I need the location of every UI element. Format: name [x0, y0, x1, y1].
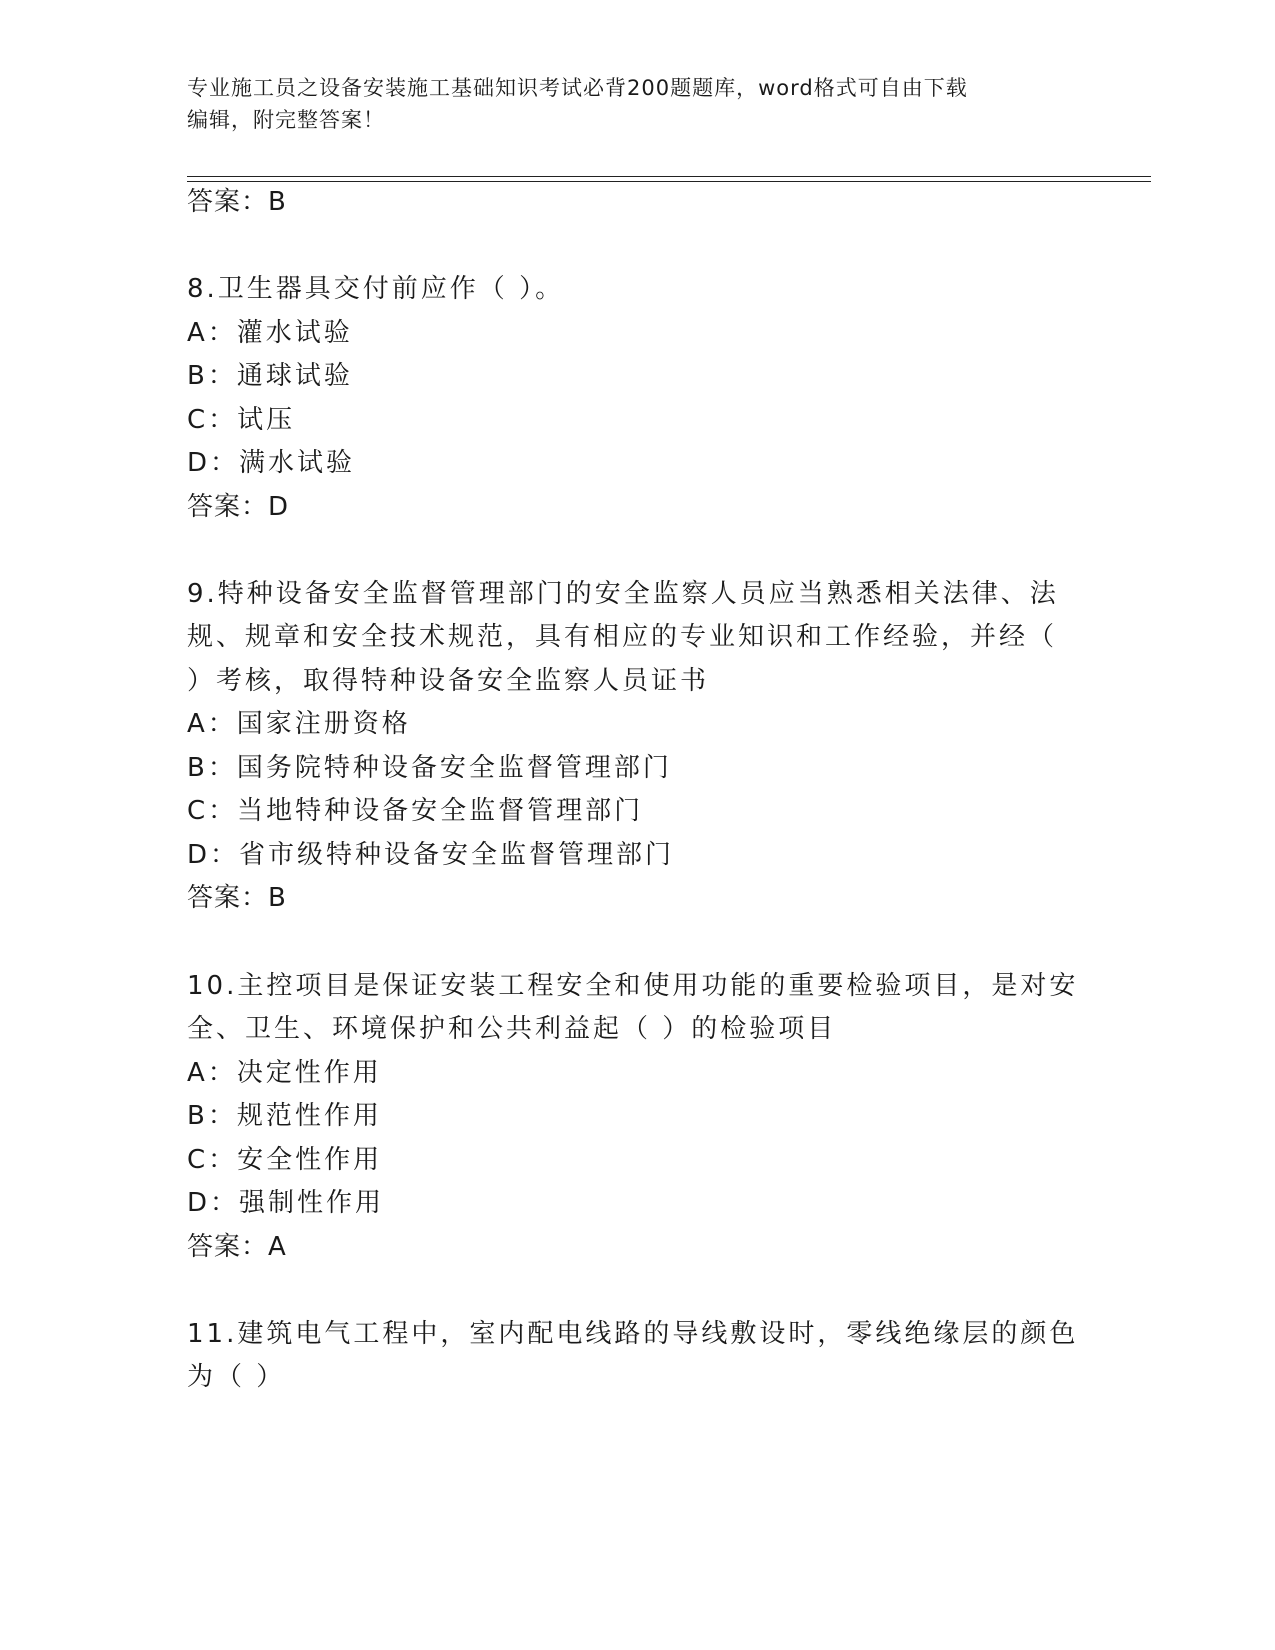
header-divider-top — [187, 176, 1151, 177]
question-9-option-b: B：国务院特种设备安全监督管理部门 — [187, 753, 672, 783]
question-8-option-b: B：通球试验 — [187, 361, 353, 391]
question-8-stem: 8.卫生器具交付前应作（ ）。 — [187, 274, 565, 304]
question-10-option-a: A：决定性作用 — [187, 1058, 382, 1088]
question-8-answer: 答案：D — [187, 492, 290, 522]
question-9-answer: 答案：B — [187, 883, 287, 913]
header-line-1: 专业施工员之设备安装施工基础知识考试必背200题题库，word格式可自由下载 — [187, 76, 968, 100]
question-10-option-c: C：安全性作用 — [187, 1145, 383, 1175]
question-10-answer: 答案：A — [187, 1232, 287, 1262]
question-8-option-d: D：满水试验 — [187, 448, 356, 478]
question-9-option-a: A：国家注册资格 — [187, 709, 411, 739]
question-9-option-c: C：当地特种设备安全监督管理部门 — [187, 796, 644, 826]
question-8-option-c: C：试压 — [187, 405, 296, 435]
question-9-stem-line-2: 规、规章和安全技术规范，具有相应的专业知识和工作经验，并经（ — [187, 622, 1058, 652]
document-header — [187, 72, 1067, 136]
question-10-option-d: D：强制性作用 — [187, 1188, 385, 1218]
question-8-option-a: A：灌水试验 — [187, 318, 353, 348]
question-11-stem-line-2: 为（ ） — [187, 1362, 286, 1392]
header-divider-bottom — [187, 181, 1151, 182]
header-line-2: 编辑，附完整答案！ — [187, 108, 385, 132]
question-10-stem-line-2: 全、卫生、环境保护和公共利益起（ ）的检验项目 — [187, 1014, 837, 1044]
question-10-stem-line-1: 10.主控项目是保证安装工程安全和使用功能的重要检验项目，是对安 — [187, 971, 1079, 1001]
question-11-stem-line-1: 11.建筑电气工程中，室内配电线路的导线敷设时，零线绝缘层的颜色 — [187, 1319, 1079, 1349]
question-9-stem-line-3: ）考核，取得特种设备安全监察人员证书 — [187, 666, 710, 696]
question-9-stem-line-1: 9.特种设备安全监督管理部门的安全监察人员应当熟悉相关法律、法 — [187, 579, 1059, 609]
previous-answer: 答案：B — [187, 187, 287, 217]
question-9-option-d: D：省市级特种设备安全监督管理部门 — [187, 840, 675, 870]
question-10-option-b: B：规范性作用 — [187, 1101, 382, 1131]
